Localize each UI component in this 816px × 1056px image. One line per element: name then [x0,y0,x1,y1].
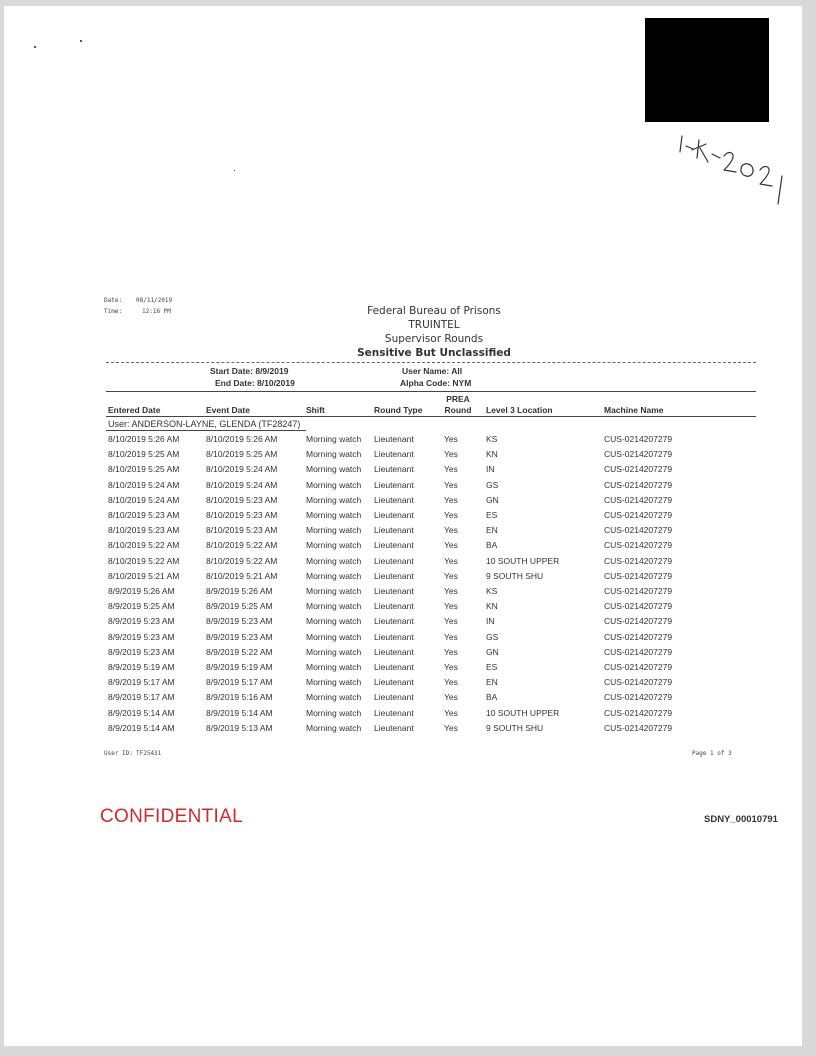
col-round-type: Round Type [374,405,423,415]
event-date-cell: 8/9/2019 5:13 AM [206,722,273,733]
location-cell: IN [486,464,495,475]
table-row [108,586,758,601]
round-type-cell: Lieutenant [374,646,414,657]
shift-cell: Morning watch [306,646,362,657]
redaction-box [645,18,769,122]
machine-cell: CUS-0214207279 [604,646,673,657]
table-row [108,708,758,723]
user-id-label: User ID: [104,750,133,757]
table-row [108,647,758,662]
machine-cell: CUS-0214207279 [604,570,673,581]
scan-speck [34,46,36,48]
machine-cell: CUS-0214207279 [604,540,673,551]
machine-cell: CUS-0214207279 [604,525,673,536]
location-cell: EN [486,677,498,688]
entered-date-cell: 8/10/2019 5:22 AM [108,555,180,566]
prea-cell: Yes [444,540,458,551]
machine-cell: CUS-0214207279 [604,434,673,444]
location-cell: KN [486,449,498,460]
location-cell: GN [486,646,499,657]
shift-cell: Morning watch [306,449,362,460]
start-date: Start Date: 8/9/2019 [210,366,289,376]
col-machine: Machine Name [604,405,664,415]
table-row [108,632,758,647]
event-date-cell: 8/9/2019 5:16 AM [206,692,273,703]
machine-cell: CUS-0214207279 [604,479,673,490]
bates-number: SDNY_00010791 [704,814,778,825]
prea-cell: Yes [444,722,458,733]
entered-date-cell: 8/9/2019 5:14 AM [108,707,175,718]
shift-cell: Morning watch [306,662,362,672]
round-type-cell: Lieutenant [374,707,414,718]
event-date-cell: 8/10/2019 5:24 AM [206,479,278,490]
entered-date-cell: 8/10/2019 5:23 AM [108,525,180,536]
shift-cell: Morning watch [306,677,362,688]
round-type-cell: Lieutenant [374,662,414,672]
entered-date-cell: 8/10/2019 5:26 AM [108,434,180,444]
round-type-cell: Lieutenant [374,722,414,733]
user-id-value: TF25431 [136,750,162,757]
entered-date-cell: 8/10/2019 5:22 AM [108,540,180,551]
location-cell: BA [486,692,498,703]
round-type-cell: Lieutenant [374,616,414,627]
event-date-cell: 8/9/2019 5:26 AM [206,586,273,596]
scan-speck [80,40,82,42]
shift-cell: Morning watch [306,631,362,642]
location-cell: GS [486,631,499,642]
location-cell: EN [486,525,498,536]
round-type-cell: Lieutenant [374,494,414,505]
alpha-code: Alpha Code: NYM [400,378,472,388]
table-row [108,540,758,555]
location-cell: 10 SOUTH UPPER [486,555,560,566]
machine-cell: CUS-0214207279 [604,464,673,475]
handwritten-date [668,134,798,206]
table-row [108,571,758,586]
prea-cell: Yes [444,479,458,490]
location-cell: 9 SOUTH SHU [486,570,544,581]
location-cell: GN [486,494,499,505]
event-date-cell: 8/10/2019 5:26 AM [206,434,278,444]
shift-cell: Morning watch [306,555,362,566]
divider [106,416,756,417]
classification: Sensitive But Unclassified [357,347,511,359]
entered-date-cell: 8/9/2019 5:25 AM [108,601,175,612]
report-title: Supervisor Rounds [384,333,484,345]
machine-cell: CUS-0214207279 [604,631,673,642]
event-date-cell: 8/10/2019 5:23 AM [206,510,278,520]
location-cell: 9 SOUTH SHU [486,722,544,733]
table-row [108,662,758,677]
table-row [108,495,758,510]
shift-cell: Morning watch [306,510,362,520]
shift-cell: Morning watch [306,616,362,627]
entered-date-cell: 8/9/2019 5:17 AM [108,692,175,703]
location-cell: KS [486,434,498,444]
col-event-date: Event Date [206,405,250,415]
divider [106,430,306,431]
table-row [108,434,758,449]
machine-cell: CUS-0214207279 [604,510,673,520]
prea-cell: Yes [444,631,458,642]
event-date-cell: 8/10/2019 5:21 AM [206,570,278,581]
shift-cell: Morning watch [306,540,362,551]
prea-cell: Yes [444,525,458,536]
entered-date-cell: 8/9/2019 5:19 AM [108,662,175,672]
entered-date-cell: 8/10/2019 5:24 AM [108,494,180,505]
event-date-cell: 8/10/2019 5:25 AM [206,449,278,460]
prea-cell: Yes [444,677,458,688]
col-prea-top: PREA [446,394,470,404]
prea-cell: Yes [444,646,458,657]
scan-speck [234,170,235,171]
round-type-cell: Lieutenant [374,631,414,642]
prea-cell: Yes [444,510,458,520]
round-type-cell: Lieutenant [374,677,414,688]
table-row [108,556,758,571]
round-type-cell: Lieutenant [374,510,414,520]
event-date-cell: 8/10/2019 5:24 AM [206,464,278,475]
event-date-cell: 8/9/2019 5:14 AM [206,707,273,718]
shift-cell: Morning watch [306,707,362,718]
table-row [108,723,758,738]
event-date-cell: 8/9/2019 5:22 AM [206,646,273,657]
event-date-cell: 8/10/2019 5:23 AM [206,525,278,536]
location-cell: KN [486,601,498,612]
round-type-cell: Lieutenant [374,434,414,444]
table-row [108,525,758,540]
prea-cell: Yes [444,707,458,718]
location-cell: KS [486,586,498,596]
confidential-stamp: CONFIDENTIAL [100,806,243,827]
event-date-cell: 8/9/2019 5:23 AM [206,616,273,627]
prea-cell: Yes [444,449,458,460]
machine-cell: CUS-0214207279 [604,616,673,627]
shift-cell: Morning watch [306,722,362,733]
shift-cell: Morning watch [306,692,362,703]
round-type-cell: Lieutenant [374,464,414,475]
entered-date-cell: 8/10/2019 5:21 AM [108,570,180,581]
prea-cell: Yes [444,464,458,475]
entered-date-cell: 8/10/2019 5:24 AM [108,479,180,490]
entered-date-cell: 8/9/2019 5:17 AM [108,677,175,688]
machine-cell: CUS-0214207279 [604,494,673,505]
agency-name: Federal Bureau of Prisons [367,305,501,317]
location-cell: 10 SOUTH UPPER [486,707,560,718]
col-prea-bottom: Round [444,405,472,415]
page-number: Page 1 of 3 [692,750,732,757]
entered-date-cell: 8/10/2019 5:23 AM [108,510,180,520]
machine-cell: CUS-0214207279 [604,586,673,596]
prea-cell: Yes [444,662,458,672]
entered-date-cell: 8/10/2019 5:25 AM [108,449,180,460]
location-cell: ES [486,510,498,520]
shift-cell: Morning watch [306,464,362,475]
entered-date-cell: 8/9/2019 5:23 AM [108,631,175,642]
entered-date-cell: 8/9/2019 5:23 AM [108,646,175,657]
table-row [108,601,758,616]
entered-date-cell: 8/10/2019 5:25 AM [108,464,180,475]
event-date-cell: 8/9/2019 5:23 AM [206,631,273,642]
prea-cell: Yes [444,434,458,444]
user-group-header: User: ANDERSON-LAYNE, GLENDA (TF28247) [108,419,301,429]
round-type-cell: Lieutenant [374,570,414,581]
table-row [108,692,758,707]
table-row [108,449,758,464]
event-date-cell: 8/10/2019 5:22 AM [206,540,278,551]
prea-cell: Yes [444,555,458,566]
report-time-label: Time: [104,308,123,315]
table-row [108,510,758,525]
round-type-cell: Lieutenant [374,479,414,490]
shift-cell: Morning watch [306,570,362,581]
machine-cell: CUS-0214207279 [604,707,673,718]
shift-cell: Morning watch [306,479,362,490]
divider [106,362,756,363]
machine-cell: CUS-0214207279 [604,449,673,460]
event-date-cell: 8/10/2019 5:23 AM [206,494,278,505]
round-type-cell: Lieutenant [374,540,414,551]
prea-cell: Yes [444,494,458,505]
shift-cell: Morning watch [306,494,362,505]
report-date-value: 08/11/2019 [136,297,173,304]
divider [106,391,756,392]
location-cell: GS [486,479,499,490]
location-cell: IN [486,616,495,627]
end-date: End Date: 8/10/2019 [215,378,295,388]
location-cell: ES [486,662,498,672]
machine-cell: CUS-0214207279 [604,722,673,733]
round-type-cell: Lieutenant [374,449,414,460]
user-name-filter: User Name: All [402,366,463,376]
shift-cell: Morning watch [306,601,362,612]
round-type-cell: Lieutenant [374,525,414,536]
machine-cell: CUS-0214207279 [604,662,673,672]
machine-cell: CUS-0214207279 [604,677,673,688]
event-date-cell: 8/10/2019 5:22 AM [206,555,278,566]
entered-date-cell: 8/9/2019 5:23 AM [108,616,175,627]
machine-cell: CUS-0214207279 [604,555,673,566]
round-type-cell: Lieutenant [374,692,414,703]
round-type-cell: Lieutenant [374,601,414,612]
prea-cell: Yes [444,601,458,612]
shift-cell: Morning watch [306,525,362,536]
table-row [108,464,758,479]
machine-cell: CUS-0214207279 [604,692,673,703]
report-header [304,304,564,360]
round-type-cell: Lieutenant [374,555,414,566]
prea-cell: Yes [444,586,458,596]
shift-cell: Morning watch [306,586,362,596]
shift-cell: Morning watch [306,434,362,444]
table-row [108,480,758,495]
report-time-value: 12:16 PM [142,308,171,315]
event-date-cell: 8/9/2019 5:25 AM [206,601,273,612]
prea-cell: Yes [444,570,458,581]
table-row [108,677,758,692]
col-entered-date: Entered Date [108,405,161,415]
table-row [108,616,758,631]
round-type-cell: Lieutenant [374,586,414,596]
machine-cell: CUS-0214207279 [604,601,673,612]
report-date-label: Date: [104,297,123,304]
entered-date-cell: 8/9/2019 5:14 AM [108,722,175,733]
col-shift: Shift [306,405,325,415]
prea-cell: Yes [444,616,458,627]
event-date-cell: 8/9/2019 5:19 AM [206,662,273,672]
system-name: TRUINTEL [408,319,460,331]
event-date-cell: 8/9/2019 5:17 AM [206,677,273,688]
prea-cell: Yes [444,692,458,703]
entered-date-cell: 8/9/2019 5:26 AM [108,586,175,596]
document-page [4,6,802,1046]
location-cell: BA [486,540,498,551]
col-location: Level 3 Location [486,405,553,415]
